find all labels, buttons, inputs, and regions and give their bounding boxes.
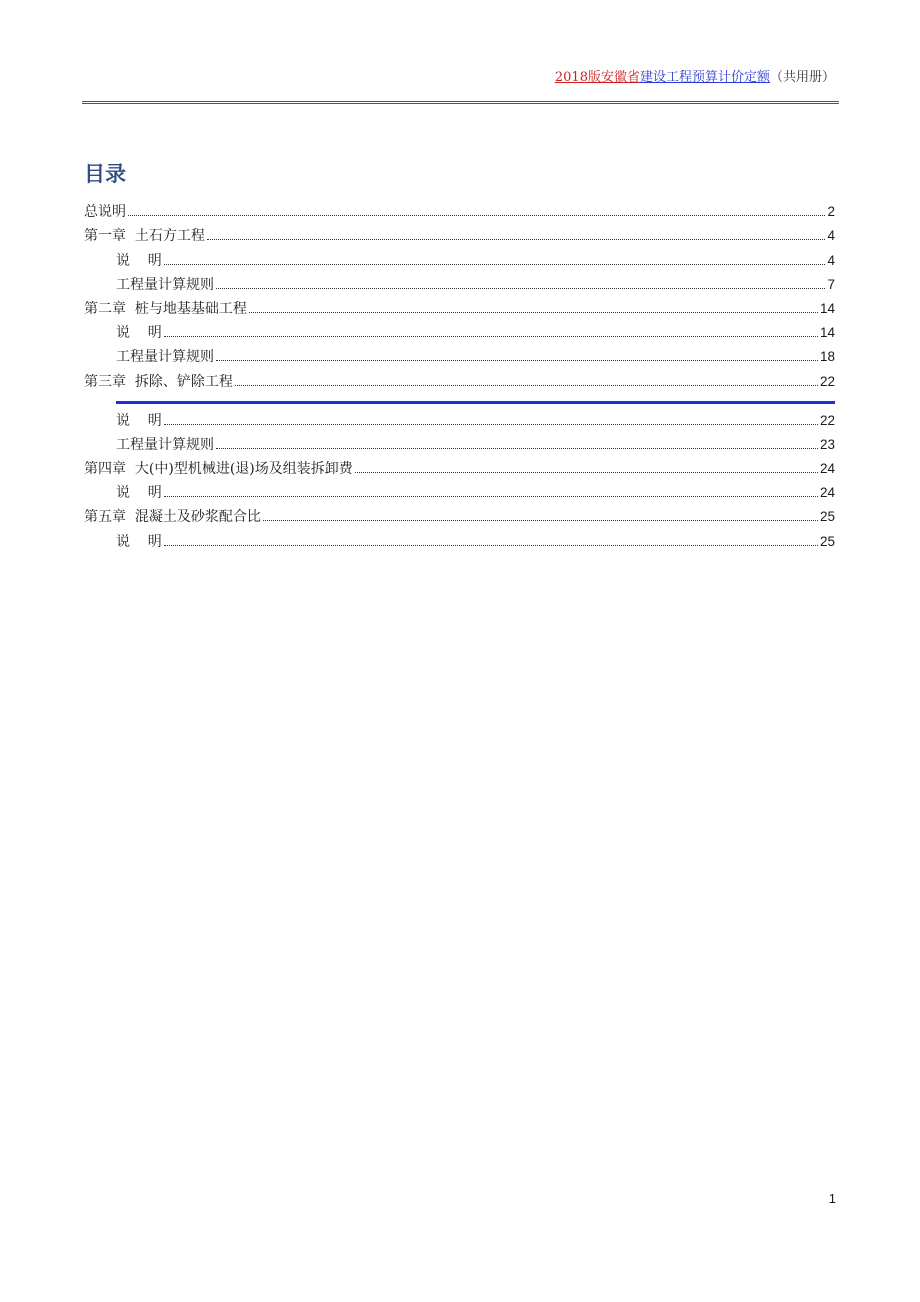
dot-leader <box>164 545 818 546</box>
toc-entry-ch4-notes[interactable] <box>84 478 835 502</box>
toc-entry-label: 说 明 <box>116 485 162 502</box>
toc-entry-page: 14 <box>819 325 835 341</box>
dot-leader <box>235 385 818 386</box>
toc-entry-chapter-4[interactable] <box>84 454 835 478</box>
dot-leader <box>128 215 825 216</box>
header-divider <box>82 101 839 104</box>
toc-entry-label: 第四章 大(中)型机械进(退)场及组装拆卸费 <box>84 461 353 478</box>
dot-leader <box>216 360 818 361</box>
toc-entry-page: 25 <box>819 533 835 549</box>
dot-leader <box>164 496 818 497</box>
toc-heading: 目录 <box>84 162 126 186</box>
toc-entry-page: 24 <box>819 485 835 501</box>
header-book-title[interactable]: 建设工程预算计价定额 <box>639 70 770 85</box>
toc-entry-page: 2 <box>827 204 835 220</box>
toc-entry-label: 总说明 <box>84 204 126 221</box>
toc-entry-page: 25 <box>819 509 835 525</box>
toc-entry-chapter-3[interactable] <box>84 366 835 390</box>
toc-entry-ch3-notes[interactable] <box>84 406 835 430</box>
toc-entry-chapter-5[interactable] <box>84 502 835 526</box>
toc-entry-ch2-rules[interactable] <box>84 342 835 366</box>
toc-entry-ch3-rules[interactable] <box>84 430 835 454</box>
separator-bar <box>116 401 835 404</box>
running-header <box>555 66 835 85</box>
dot-leader <box>207 239 826 240</box>
toc-entry-page: 14 <box>819 300 835 316</box>
toc-entry-label: 说 明 <box>116 412 162 429</box>
toc-entry-page: 4 <box>827 228 835 244</box>
dot-leader <box>216 448 818 449</box>
toc-entry-label: 工程量计算规则 <box>116 276 214 293</box>
dot-leader <box>263 520 818 521</box>
toc-entry-label: 第一章 土石方工程 <box>84 228 205 245</box>
section-separator <box>84 391 835 406</box>
toc-entry-general-notes[interactable] <box>84 197 835 221</box>
toc-entry-chapter-1[interactable] <box>84 221 835 245</box>
dot-leader <box>216 288 825 289</box>
dot-leader <box>164 424 818 425</box>
toc-entry-chapter-2[interactable] <box>84 294 835 318</box>
dot-leader <box>164 336 818 337</box>
toc-entry-label: 第三章 拆除、铲除工程 <box>84 373 233 390</box>
toc-entry-label: 第二章 桩与地基基础工程 <box>84 300 247 317</box>
header-edition[interactable]: 2018版安徽省 <box>554 70 640 85</box>
dot-leader <box>355 472 818 473</box>
table-of-contents <box>84 197 835 551</box>
page-number: 1 <box>828 1191 836 1206</box>
toc-entry-ch2-notes[interactable] <box>84 318 835 342</box>
toc-entry-label: 说 明 <box>116 325 162 342</box>
toc-entry-label: 第五章 混凝土及砂浆配合比 <box>84 509 261 526</box>
toc-entry-page: 22 <box>819 412 835 428</box>
toc-entry-ch1-notes[interactable] <box>84 245 835 269</box>
toc-entry-page: 24 <box>819 461 835 477</box>
toc-entry-label: 说 明 <box>116 533 162 550</box>
toc-entry-label: 工程量计算规则 <box>116 349 214 366</box>
toc-entry-page: 7 <box>827 276 835 292</box>
toc-entry-ch5-notes[interactable] <box>84 526 835 550</box>
toc-entry-page: 4 <box>827 252 835 268</box>
toc-entry-label: 说 明 <box>116 252 162 269</box>
toc-entry-page: 23 <box>819 436 835 452</box>
toc-entry-ch1-rules[interactable] <box>84 270 835 294</box>
dot-leader <box>164 264 826 265</box>
header-volume: （共用册） <box>769 70 835 85</box>
toc-entry-page: 22 <box>819 373 835 389</box>
dot-leader <box>249 312 818 313</box>
toc-entry-page: 18 <box>819 349 835 365</box>
toc-entry-label: 工程量计算规则 <box>116 436 214 453</box>
